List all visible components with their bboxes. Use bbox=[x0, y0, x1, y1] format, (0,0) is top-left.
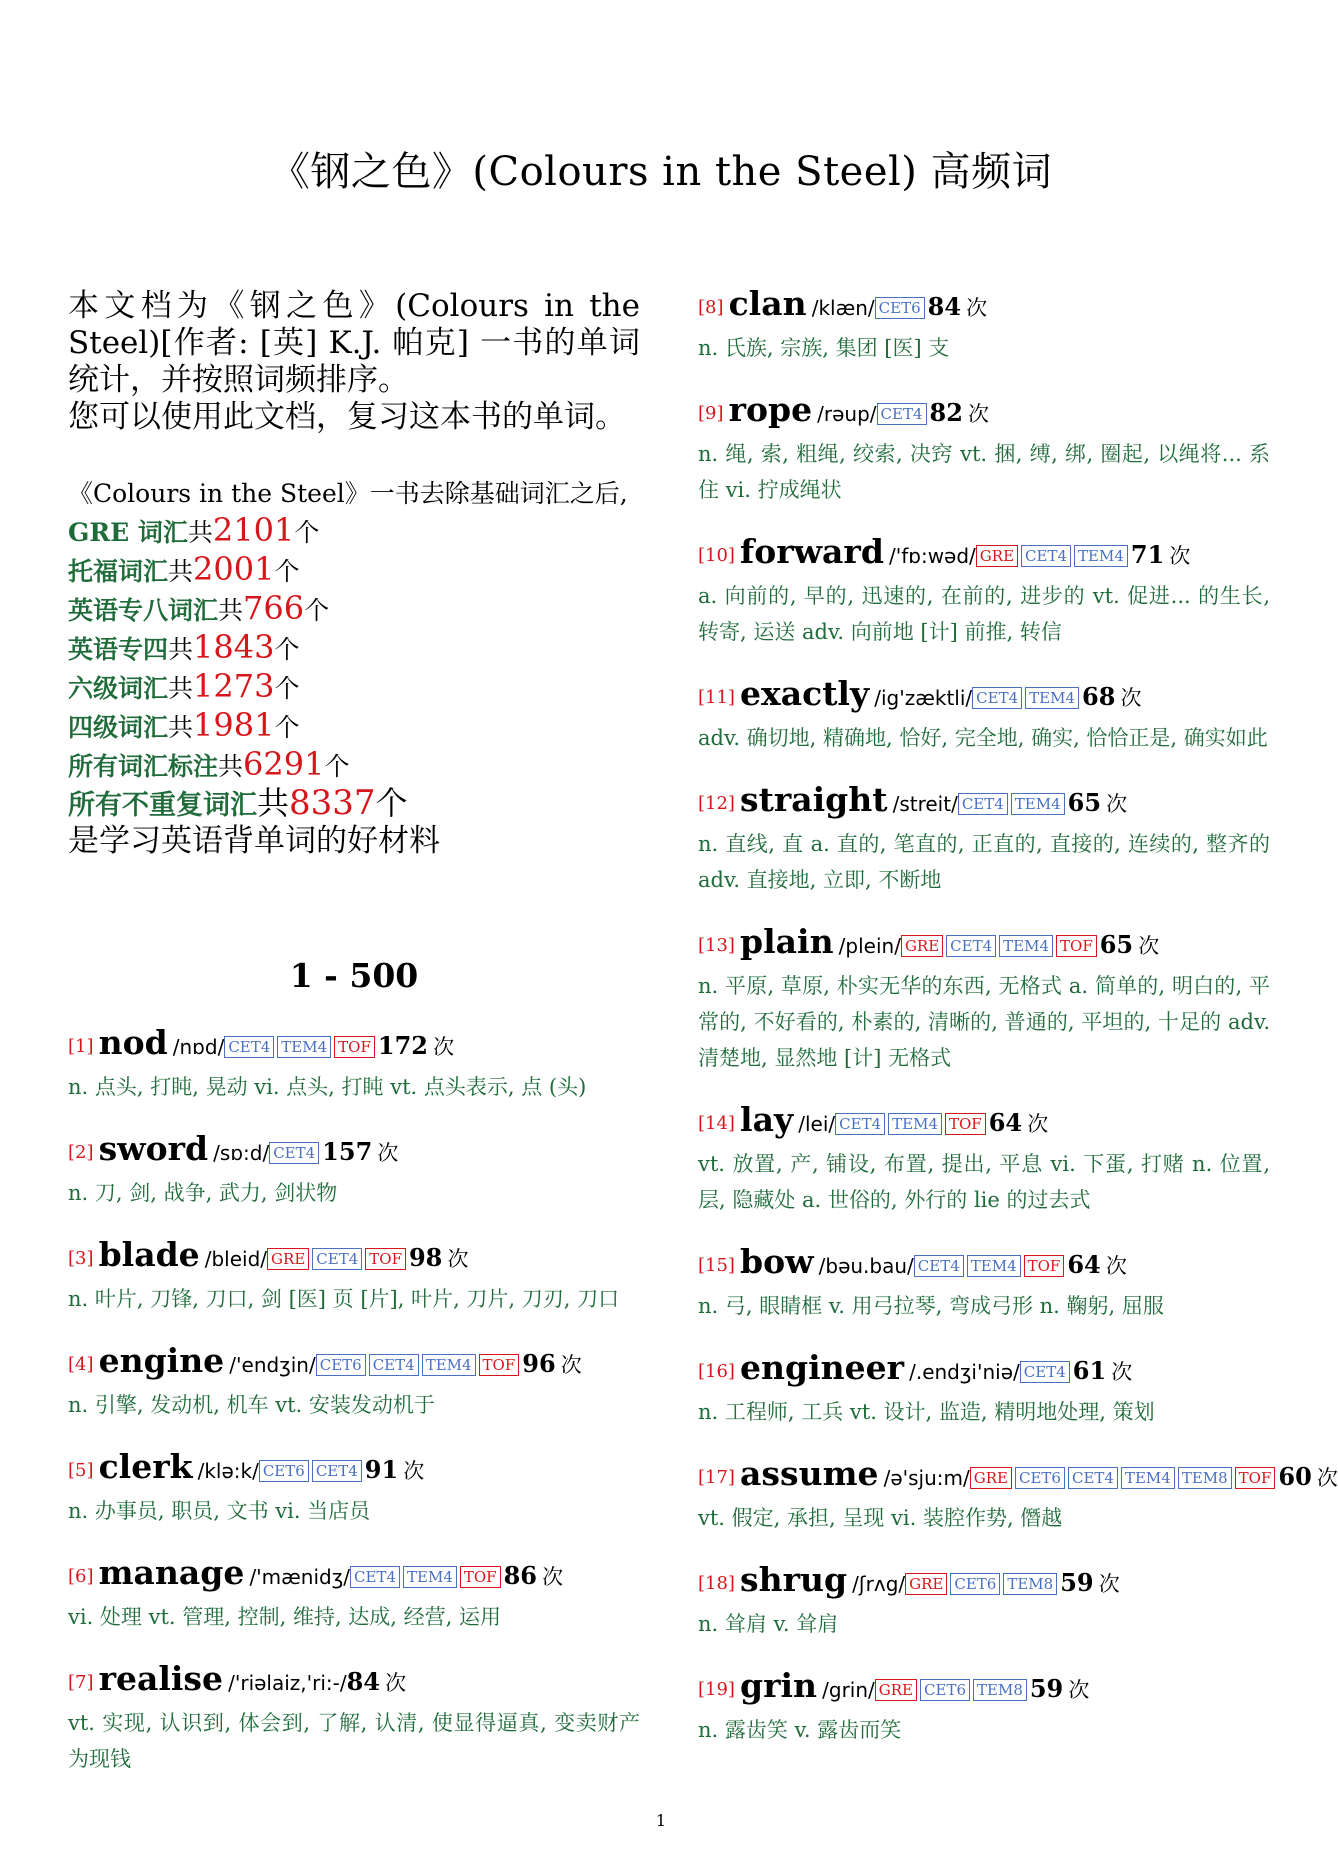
count-unit: 次 bbox=[1068, 1678, 1090, 1702]
exam-tag: CET4 bbox=[835, 1113, 885, 1135]
stat-unit: 个 bbox=[274, 674, 300, 703]
left-column bbox=[68, 288, 640, 1803]
entry-definition: n. 弓, 眼睛框 v. 用弓拉琴, 弯成弓形 n. 鞠躬, 屈服 bbox=[698, 1294, 1164, 1318]
stat-row bbox=[68, 746, 640, 785]
entry-phonetic: /lei/ bbox=[798, 1112, 836, 1136]
exam-tag: TOF bbox=[460, 1566, 501, 1588]
entry-definition: vt. 放置, 产, 铺设, 布置, 提出, 平息 vi. 下蛋, 打赌 n. 位置, 层, 隐藏处 a. 世俗的, 外行的 lie 的过去式 bbox=[698, 1152, 1270, 1212]
stat-number: 8337 bbox=[289, 783, 376, 823]
stat-row bbox=[68, 512, 640, 551]
count-unit: 次 bbox=[1106, 792, 1128, 816]
stat-gong: 共 bbox=[257, 784, 290, 822]
exam-tag: CET6 bbox=[920, 1679, 970, 1701]
count-unit: 次 bbox=[560, 1353, 582, 1377]
entry-count: 68 bbox=[1082, 682, 1116, 711]
entries-left bbox=[68, 1025, 640, 1777]
vocab-entry bbox=[698, 1102, 1270, 1218]
entry-count: 98 bbox=[408, 1243, 443, 1272]
entry-word: manage bbox=[98, 1553, 245, 1592]
stat-gong: 共 bbox=[168, 674, 194, 703]
entry-definition: a. 向前的, 早的, 迅速的, 在前的, 进步的 vt. 促进... 的生长, 转寄, 运送 adv. 向前地 [计] 前推, 转信 bbox=[698, 584, 1270, 644]
entry-word: clan bbox=[728, 284, 807, 323]
entry-index: [1] bbox=[68, 1036, 94, 1057]
stat-unit: 个 bbox=[324, 752, 350, 781]
entry-index: [6] bbox=[68, 1566, 94, 1587]
entry-phonetic: /.endʒi'niə/ bbox=[909, 1360, 1020, 1384]
entry-index: [4] bbox=[68, 1354, 94, 1375]
exam-tag: TOF bbox=[945, 1113, 986, 1135]
count-unit: 次 bbox=[1111, 1360, 1133, 1384]
entry-headline bbox=[698, 1102, 1270, 1144]
intro-line-2: 您可以使用此文档，复习这本书的单词。 bbox=[68, 399, 626, 435]
stat-label: 六级词汇 bbox=[68, 674, 169, 703]
entry-count: 84 bbox=[346, 1667, 381, 1696]
vocab-entry bbox=[698, 534, 1270, 650]
entry-definition: adv. 确切地, 精确地, 恰好, 完全地, 确实, 恰恰正是, 确实如此 bbox=[698, 726, 1268, 750]
count-unit: 次 bbox=[1098, 1572, 1120, 1596]
exam-tag: TEM4 bbox=[1025, 687, 1079, 709]
exam-tag: TEM8 bbox=[973, 1679, 1027, 1701]
entry-index: [5] bbox=[68, 1460, 94, 1481]
entry-headline bbox=[698, 1350, 1270, 1392]
entry-index: [10] bbox=[698, 545, 735, 566]
entry-count: 86 bbox=[503, 1561, 537, 1590]
entry-headline bbox=[68, 1131, 640, 1173]
entry-definition: n. 叶片, 刀锋, 刀口, 剑 [医] 页 [片], 叶片, 刀片, 刀刃, 刀口 bbox=[68, 1287, 620, 1311]
entry-word: exactly bbox=[740, 674, 870, 713]
stat-row bbox=[68, 785, 640, 824]
count-unit: 次 bbox=[1316, 1466, 1338, 1490]
entry-index: [7] bbox=[68, 1672, 94, 1693]
entry-definition: n. 氏族, 宗族, 集团 [医] 支 bbox=[698, 336, 950, 360]
stat-gong: 共 bbox=[168, 713, 194, 742]
vocab-entry bbox=[698, 676, 1270, 756]
stats-heading: 《Colours in the Steel》一书去除基础词汇之后, bbox=[68, 479, 628, 508]
exam-tag: GRE bbox=[901, 935, 943, 957]
page-number: 1 bbox=[655, 1811, 667, 1830]
exam-tag: CET6 bbox=[1015, 1467, 1065, 1489]
count-unit: 次 bbox=[385, 1671, 407, 1695]
entry-headline bbox=[698, 1562, 1270, 1604]
stat-row bbox=[68, 551, 640, 590]
entry-index: [16] bbox=[698, 1361, 735, 1382]
vocab-entry bbox=[698, 392, 1270, 508]
stat-unit: 个 bbox=[375, 784, 408, 822]
entry-phonetic: /bəu.bau/ bbox=[818, 1254, 914, 1278]
exam-tag: TEM4 bbox=[403, 1566, 457, 1588]
entry-count: 64 bbox=[1067, 1250, 1101, 1279]
entry-phonetic: /ə'sju:m/ bbox=[883, 1466, 970, 1490]
entry-count: 71 bbox=[1130, 540, 1165, 569]
exam-tag: TEM4 bbox=[967, 1255, 1021, 1277]
entry-index: [12] bbox=[698, 793, 735, 814]
count-unit: 次 bbox=[403, 1459, 425, 1483]
vocab-entry bbox=[68, 1449, 640, 1529]
exam-tag: GRE bbox=[875, 1679, 917, 1701]
stat-number: 2001 bbox=[193, 550, 275, 588]
entry-index: [2] bbox=[68, 1142, 94, 1163]
entry-word: bow bbox=[740, 1242, 814, 1281]
entry-definition: n. 引擎, 发动机, 机车 vt. 安装发动机于 bbox=[68, 1393, 435, 1417]
entry-phonetic: /rəup/ bbox=[817, 402, 877, 426]
vocab-entry bbox=[698, 1244, 1270, 1324]
stat-number: 1981 bbox=[193, 706, 275, 744]
stat-row bbox=[68, 707, 640, 746]
count-unit: 次 bbox=[542, 1565, 564, 1589]
entry-headline bbox=[68, 1343, 640, 1385]
entry-headline bbox=[698, 1244, 1270, 1286]
entry-index: [18] bbox=[698, 1573, 735, 1594]
vocab-entry bbox=[698, 286, 1270, 366]
entry-headline bbox=[698, 1454, 1338, 1498]
exam-tag: CET4 bbox=[224, 1036, 274, 1058]
exam-tag: CET4 bbox=[958, 793, 1008, 815]
exam-tag: TOF bbox=[479, 1354, 520, 1376]
stat-label: 所有不重复词汇 bbox=[68, 790, 257, 821]
entry-headline bbox=[698, 392, 1270, 434]
vocab-entry bbox=[698, 1668, 1270, 1748]
stat-gong: 共 bbox=[218, 596, 244, 625]
entry-phonetic: /sɒ:d/ bbox=[213, 1141, 270, 1165]
entry-phonetic: /'riəlaiz,'ri:-/ bbox=[228, 1671, 347, 1695]
vocab-entry bbox=[698, 782, 1270, 898]
entry-count: 60 bbox=[1278, 1462, 1312, 1491]
exam-tag: CET4 bbox=[369, 1354, 419, 1376]
intro-line-1: 本文档为《钢之色》(Colours in the Steel)[作者: [英] K.J. 帕克] 一书的单词统计，并按照词频排序。 bbox=[68, 288, 640, 398]
count-unit: 次 bbox=[1120, 686, 1142, 710]
entry-count: 157 bbox=[322, 1137, 373, 1166]
entry-phonetic: /streit/ bbox=[892, 792, 958, 816]
vocab-entry bbox=[68, 1025, 640, 1105]
entry-count: 59 bbox=[1060, 1568, 1094, 1597]
stat-label: 四级词汇 bbox=[68, 713, 169, 742]
entry-headline bbox=[698, 782, 1270, 824]
entry-index: [15] bbox=[698, 1255, 735, 1276]
entry-word: sword bbox=[98, 1129, 209, 1168]
entry-definition: n. 点头, 打盹, 晃动 vi. 点头, 打盹 vt. 点头表示, 点 (头) bbox=[68, 1075, 587, 1099]
entry-phonetic: /grin/ bbox=[822, 1678, 875, 1702]
count-unit: 次 bbox=[1105, 1254, 1127, 1278]
exam-tag: TEM4 bbox=[1011, 793, 1065, 815]
entry-count: 84 bbox=[927, 292, 962, 321]
stat-number: 2101 bbox=[212, 511, 295, 549]
entry-phonetic: /plein/ bbox=[838, 934, 901, 958]
entry-phonetic: /'fɒ:wəd/ bbox=[888, 544, 976, 568]
exam-tag: TEM4 bbox=[277, 1036, 331, 1058]
exam-tag: CET4 bbox=[1068, 1467, 1118, 1489]
entry-word: plain bbox=[740, 922, 834, 961]
entry-word: grin bbox=[740, 1666, 818, 1705]
entry-word: nod bbox=[98, 1023, 168, 1062]
entry-definition: n. 工程师, 工兵 vt. 设计, 监造, 精明地处理, 策划 bbox=[698, 1400, 1155, 1424]
exam-tag: CET4 bbox=[877, 403, 927, 425]
count-unit: 次 bbox=[1169, 544, 1191, 568]
entry-count: 59 bbox=[1029, 1674, 1064, 1703]
entry-index: [13] bbox=[698, 935, 735, 956]
entry-definition: n. 平原, 草原, 朴实无华的东西, 无格式 a. 简单的, 明白的, 平常的, 不好看的, 朴素的, 清晰的, 普通的, 平坦的, 十足的 adv. 清楚地, 显然地 [计] 无格式 bbox=[698, 974, 1270, 1070]
stat-gong: 共 bbox=[218, 752, 244, 781]
exam-tag: CET6 bbox=[875, 297, 925, 319]
vocab-entry bbox=[68, 1343, 640, 1423]
vocab-entry bbox=[68, 1661, 640, 1777]
exam-tag: TOF bbox=[1235, 1467, 1276, 1489]
entry-phonetic: /klə:k/ bbox=[197, 1459, 259, 1483]
entry-definition: n. 直线, 直 a. 直的, 笔直的, 正直的, 直接的, 连续的, 整齐的 adv. 直接地, 立即, 不断地 bbox=[698, 832, 1270, 892]
entry-index: [9] bbox=[698, 403, 724, 424]
exam-tag: TEM4 bbox=[1074, 545, 1128, 567]
exam-tag: CET6 bbox=[316, 1354, 366, 1376]
exam-tag: CET4 bbox=[972, 687, 1022, 709]
stat-number: 1273 bbox=[193, 667, 275, 705]
exam-tag: CET4 bbox=[269, 1142, 319, 1164]
entry-index: [17] bbox=[698, 1467, 735, 1488]
entry-headline bbox=[68, 1025, 640, 1067]
exam-tag: TOF bbox=[334, 1036, 375, 1058]
intro-paragraph bbox=[68, 288, 640, 436]
count-unit: 次 bbox=[1138, 934, 1160, 958]
stat-gong: 共 bbox=[187, 518, 213, 547]
entry-count: 91 bbox=[364, 1455, 399, 1484]
stats-tail: 是学习英语背单词的好材料 bbox=[68, 823, 440, 859]
right-column bbox=[698, 284, 1338, 1774]
entry-index: [11] bbox=[698, 687, 735, 708]
stat-row bbox=[68, 590, 640, 629]
stat-label: 英语专四 bbox=[68, 635, 169, 664]
entry-definition: n. 露齿笑 v. 露齿而笑 bbox=[698, 1718, 902, 1742]
range-heading: 1 - 500 bbox=[289, 956, 419, 995]
exam-tag: TEM4 bbox=[888, 1113, 942, 1135]
entry-word: shrug bbox=[740, 1560, 848, 1599]
entry-definition: vi. 处理 vt. 管理, 控制, 维持, 达成, 经营, 运用 bbox=[68, 1605, 502, 1629]
count-unit: 次 bbox=[1027, 1112, 1049, 1136]
entry-phonetic: /'mænidʒ/ bbox=[249, 1565, 351, 1589]
entry-definition: vt. 实现, 认识到, 体会到, 了解, 认清, 使显得逼真, 变卖财产为现钱 bbox=[68, 1711, 640, 1771]
stat-label: 所有词汇标注 bbox=[68, 752, 219, 781]
entry-word: realise bbox=[98, 1659, 224, 1698]
vocab-entry bbox=[698, 1350, 1270, 1430]
entry-index: [14] bbox=[698, 1113, 735, 1134]
entry-headline bbox=[698, 676, 1270, 718]
stat-unit: 个 bbox=[274, 635, 300, 664]
stats-rows bbox=[68, 512, 640, 824]
entry-word: forward bbox=[740, 532, 884, 571]
exam-tag: CET4 bbox=[312, 1248, 362, 1270]
exam-tag: CET4 bbox=[1020, 1361, 1070, 1383]
entry-count: 172 bbox=[377, 1031, 428, 1060]
stat-unit: 个 bbox=[294, 518, 320, 547]
exam-tag: TEM4 bbox=[999, 935, 1053, 957]
exam-tag: CET4 bbox=[350, 1566, 400, 1588]
entry-word: engineer bbox=[740, 1348, 905, 1387]
count-unit: 次 bbox=[968, 402, 990, 426]
vocab-entry bbox=[68, 1555, 640, 1635]
stat-unit: 个 bbox=[274, 557, 300, 586]
entry-count: 64 bbox=[988, 1108, 1023, 1137]
vocab-entry bbox=[698, 924, 1270, 1076]
vocab-entry bbox=[698, 1562, 1270, 1642]
entry-headline bbox=[68, 1661, 640, 1703]
entry-definition: n. 办事员, 职员, 文书 vi. 当店员 bbox=[68, 1499, 371, 1523]
entry-headline bbox=[68, 1237, 640, 1279]
stat-label: GRE 词汇 bbox=[68, 518, 188, 547]
stat-unit: 个 bbox=[274, 713, 300, 742]
stat-row bbox=[68, 629, 640, 668]
exam-tag: CET4 bbox=[946, 935, 996, 957]
exam-tag: TEM8 bbox=[1003, 1573, 1057, 1595]
entry-headline bbox=[68, 1449, 640, 1491]
entry-phonetic: /'endʒin/ bbox=[229, 1353, 316, 1377]
stat-gong: 共 bbox=[168, 557, 194, 586]
entry-count: 61 bbox=[1072, 1356, 1107, 1385]
stat-label: 托福词汇 bbox=[68, 557, 169, 586]
exam-tag: GRE bbox=[905, 1573, 947, 1595]
exam-tag: CET4 bbox=[914, 1255, 964, 1277]
stats-block bbox=[68, 476, 640, 858]
entry-word: clerk bbox=[98, 1447, 193, 1486]
entry-headline bbox=[68, 1555, 640, 1597]
entry-word: blade bbox=[98, 1235, 200, 1274]
entry-index: [19] bbox=[698, 1679, 735, 1700]
entry-index: [8] bbox=[698, 297, 724, 318]
stat-unit: 个 bbox=[304, 596, 330, 625]
entry-word: engine bbox=[98, 1341, 225, 1380]
count-unit: 次 bbox=[966, 296, 988, 320]
entry-index: [3] bbox=[68, 1248, 94, 1269]
entry-count: 65 bbox=[1067, 788, 1102, 817]
vocab-entry bbox=[698, 1454, 1338, 1536]
exam-tag: CET4 bbox=[312, 1460, 362, 1482]
entry-word: rope bbox=[728, 390, 813, 429]
exam-tag: CET6 bbox=[950, 1573, 1000, 1595]
exam-tag: TOF bbox=[1024, 1255, 1065, 1277]
entry-definition: vt. 假定, 承担, 呈现 vi. 装腔作势, 僭越 bbox=[698, 1506, 1063, 1530]
count-unit: 次 bbox=[377, 1141, 399, 1165]
entry-phonetic: /ʃrʌg/ bbox=[852, 1572, 906, 1596]
count-unit: 次 bbox=[433, 1035, 455, 1059]
entry-count: 96 bbox=[522, 1349, 556, 1378]
entry-headline bbox=[698, 534, 1270, 576]
entry-headline bbox=[698, 286, 1270, 328]
exam-tag: TOF bbox=[1056, 935, 1097, 957]
entry-word: assume bbox=[740, 1454, 879, 1493]
document-title: 《钢之色》(Colours in the Steel) 高频词 bbox=[269, 149, 1053, 195]
entry-definition: n. 绳, 索, 粗绳, 绞索, 决窍 vt. 捆, 缚, 绑, 圈起, 以绳将... 系住 vi. 拧成绳状 bbox=[698, 442, 1270, 502]
exam-tag: TOF bbox=[365, 1248, 406, 1270]
exam-tag: TEM4 bbox=[1121, 1467, 1175, 1489]
entry-phonetic: /ig'zæktli/ bbox=[874, 686, 973, 710]
exam-tag: GRE bbox=[976, 545, 1018, 567]
entry-count: 82 bbox=[929, 398, 963, 427]
vocab-entry bbox=[68, 1237, 640, 1317]
stat-number: 6291 bbox=[243, 745, 325, 783]
entry-definition: n. 耸肩 v. 耸肩 bbox=[698, 1612, 839, 1636]
count-unit: 次 bbox=[447, 1247, 469, 1271]
stat-number: 1843 bbox=[193, 628, 275, 666]
entry-word: lay bbox=[740, 1100, 794, 1139]
exam-tag: TEM4 bbox=[422, 1354, 476, 1376]
entries-right bbox=[698, 284, 1338, 1748]
stat-row bbox=[68, 668, 640, 707]
entry-count: 65 bbox=[1099, 930, 1134, 959]
vocab-entry bbox=[68, 1131, 640, 1211]
stat-gong: 共 bbox=[168, 635, 194, 664]
exam-tag: CET4 bbox=[1021, 545, 1071, 567]
entry-headline bbox=[698, 924, 1270, 966]
entry-phonetic: /bleid/ bbox=[204, 1247, 268, 1271]
entry-headline bbox=[698, 1668, 1270, 1710]
entry-phonetic: /nɒd/ bbox=[172, 1035, 225, 1059]
exam-tag: GRE bbox=[267, 1248, 309, 1270]
entry-definition: n. 刀, 剑, 战争, 武力, 剑状物 bbox=[68, 1181, 338, 1205]
stat-label: 英语专八词汇 bbox=[68, 596, 219, 625]
stat-number: 766 bbox=[243, 589, 305, 627]
exam-tag: CET6 bbox=[259, 1460, 309, 1482]
exam-tag: GRE bbox=[970, 1467, 1012, 1489]
entry-word: straight bbox=[740, 780, 888, 819]
entry-phonetic: /klæn/ bbox=[811, 296, 875, 320]
exam-tag: TEM8 bbox=[1178, 1467, 1232, 1489]
